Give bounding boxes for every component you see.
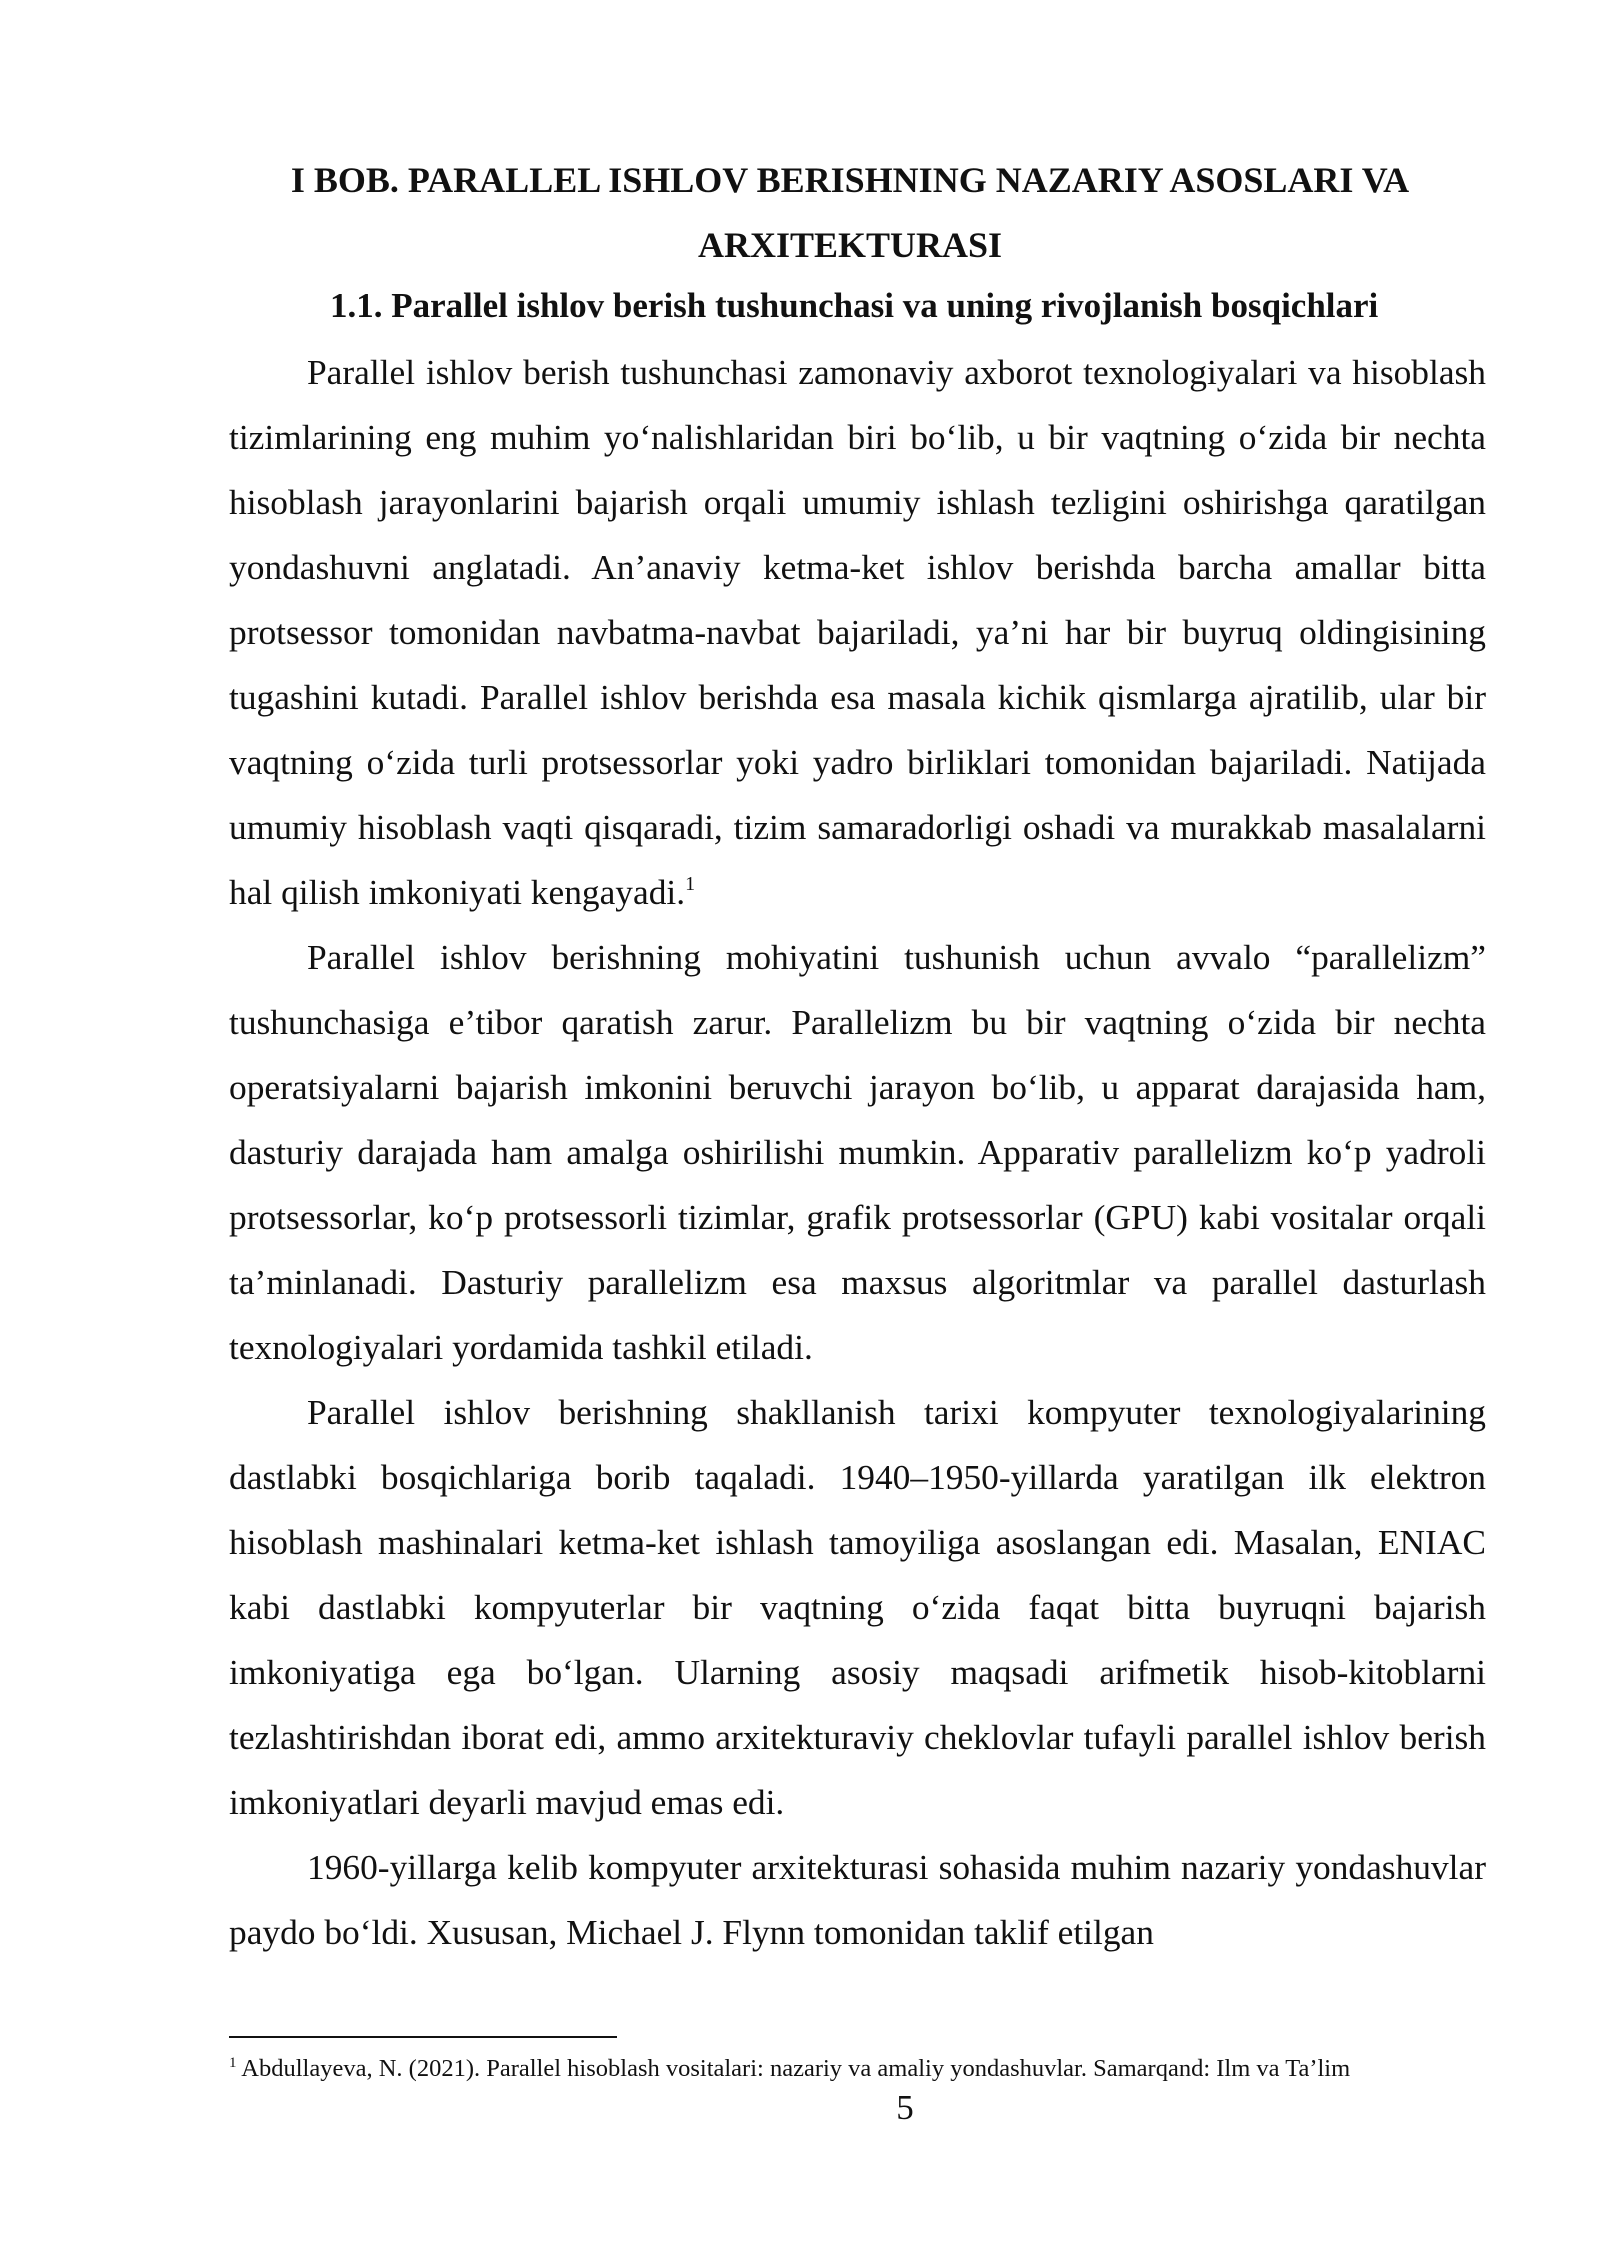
section-title: 1.1. Parallel ishlov berish tushunchasi va uning rivojlanish bosqichlari <box>330 286 1379 325</box>
footnote-separator <box>229 2036 617 2038</box>
footnote-text: Abdullayeva, N. (2021). Parallel hisoblash vositalari: nazariy va amaliy yondashuvlar. Samarqand: Ilm va Ta’lim <box>241 2055 1351 2082</box>
footnote-number: 1 <box>229 2055 237 2071</box>
body-text <box>229 340 1486 1965</box>
page-number: 5 <box>896 2088 914 2127</box>
footnote-reference[interactable]: 1 <box>685 873 696 895</box>
paragraph <box>229 340 1486 925</box>
paragraph: Parallel ishlov berishning mohiyatini tushunish uchun avvalo “parallelizm” tushunchasiga e’tibor qaratish zarur. Parallelizm bu bir vaqtning o‘zida bir nechta operatsiyalarni bajarish imkonini beruvchi jarayon bo‘lib, u apparat darajasida ham, dasturiy darajada ham amalga oshirilishi mumkin. Apparativ parallelizm ko‘p yadroli protsessorlar, ko‘p protsessorli tizimlar, grafik protsessorlar (GPU) kabi vositalar orqali ta’minlanadi. Dasturiy parallelizm esa maxsus algoritmlar va parallel dasturlash texnologiyalari yordamida tashkil etiladi. <box>229 937 1486 1367</box>
chapter-title: I BOB. PARALLEL ISHLOV BERISHNING NAZARIY ASOSLARI VA ARXITEKTURASI <box>290 160 1410 265</box>
paragraph: Parallel ishlov berishning shakllanish tarixi kompyuter texnologiyalarining dastlabki bosqichlariga borib taqaladi. 1940–1950-yillarda yaratilgan ilk elektron hisoblash mashinalari ketma-ket ishlash tamoyiliga asoslangan edi. Masalan, ENIAC kabi dastlabki kompyuterlar bir vaqtning o‘zida faqat bitta buyruqni bajarish imkoniyatiga ega bo‘lgan. Ularning asosiy maqsadi arifmetik hisob-kitoblarni tezlashtirishdan iborat edi, ammo arxitekturaviy cheklovlar tufayli parallel ishlov berish imkoniyatlari deyarli mavjud emas edi. <box>229 1392 1486 1822</box>
paragraph: 1960-yillarga kelib kompyuter arxitekturasi sohasida muhim nazariy yondashuvlar paydo bo‘ldi. Xususan, Michael J. Flynn tomonidan taklif etilgan <box>229 1847 1486 1952</box>
footnote <box>229 2052 1529 2086</box>
paragraph-text: Parallel ishlov berish tushunchasi zamonaviy axborot texnologiyalari va hisoblash tizimlarining eng muhim yo‘nalishlaridan biri bo‘lib, u bir vaqtning o‘zida bir nechta hisoblash jarayonlarini bajarish orqali umumiy ishlash tezligini oshirishga qaratilgan yondashuvni anglatadi. An’anaviy ketma-ket ishlov berishda barcha amallar bitta protsessor tomonidan navbatma-navbat bajariladi, ya’ni har bir buyruq oldingisining tugashini kutadi. Parallel ishlov berishda esa masala kichik qismlarga ajratilib, ular bir vaqtning o‘zida turli protsessorlar yoki yadro birliklari tomonidan bajariladi. Natijada umumiy hisoblash vaqti qisqaradi, tizim samaradorligi oshadi va murakkab masalalarni hal qilish imkoniyati kengayadi. <box>229 352 1486 912</box>
